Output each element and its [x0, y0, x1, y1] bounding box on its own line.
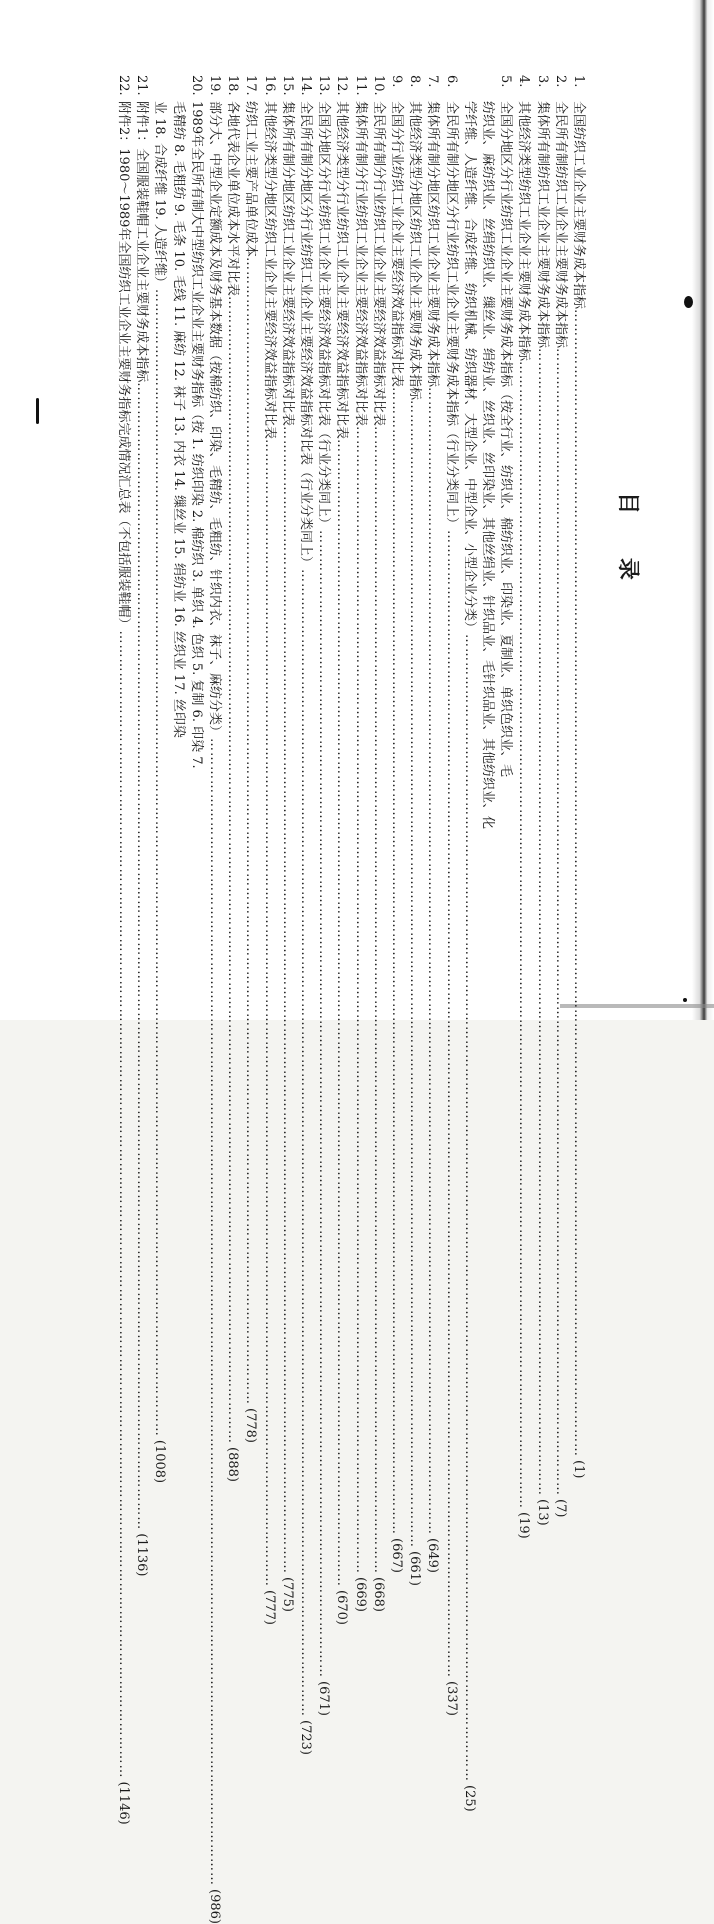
toc-entry-line: [314, 75, 332, 1716]
toc-entry-number: 6.: [443, 75, 459, 88]
toc-entry: [114, 75, 132, 1825]
toc-entry: [259, 75, 277, 1625]
toc-entry-number: 20.: [188, 75, 204, 96]
toc-leader-dots: [296, 569, 314, 1717]
toc-entry-continuation: [460, 75, 478, 1812]
ink-speck: [684, 296, 693, 308]
toc-leader-dots: [551, 348, 569, 1496]
toc-entry-continuation: [478, 75, 496, 940]
toc-leader-dots: [460, 634, 478, 1782]
toc-entry-number: 3.: [534, 75, 550, 88]
toc-entry-number: 2.: [552, 75, 568, 88]
toc-entry: [350, 75, 368, 1612]
toc-leader-dots: [423, 387, 441, 1535]
toc-entry-page: (777): [261, 1590, 277, 1625]
toc-entry-number: 7.: [425, 75, 441, 88]
toc-entry-page: (668): [370, 1577, 386, 1612]
toc-entry-line: [369, 75, 387, 1612]
toc-entry-number: 8.: [407, 75, 423, 88]
toc-entry-title: 部分大、中型企业定额成本及财务基本数据（按棉纺织、印染、毛精纺、毛粗纺、针织内衣、袜子、麻纺分类）: [206, 101, 222, 739]
toc-entry-title: 附件2：1980～1989年全国纺织工业企业主要财务指标完成情况汇总表（不包括服装鞋帽）: [115, 101, 131, 631]
toc-leader-dots: [405, 400, 423, 1548]
toc-entry-page: (661): [407, 1551, 423, 1586]
toc-leader-dots: [332, 439, 350, 1587]
toc-entry-line: [187, 75, 205, 940]
toc-leader-dots: [532, 348, 550, 1496]
toc-entry-page: (649): [425, 1538, 441, 1573]
toc-leader-dots: [441, 530, 459, 1678]
toc-entry-page: (25): [461, 1785, 477, 1812]
toc-entry-title: 全国分行业纺织工业企业主要经济效益指标对比表: [388, 101, 404, 388]
toc-entry-number: 19.: [206, 75, 222, 96]
toc-entry-page: (7): [552, 1499, 568, 1518]
toc-entry-title: 附件1：全国服装鞋帽工业企业主要财务成本指标: [134, 101, 150, 383]
toc-entry-page: (671): [316, 1681, 332, 1716]
toc-entry-continuation-text: 业 18. 合成纤维 19. 人造纤维）: [152, 101, 168, 289]
toc-entry-title: 全国分地区分行业纺织工业企业主要财务成本指标（按全行业、纺织业、棉纺织业、印染业、夏制业、单织色织业、毛: [498, 101, 514, 778]
toc-entry-line: [241, 75, 259, 1443]
toc-entry-title: 1989年全民所有制大中型纺织工业企业主要财务指标（按 1. 纺织印染 2. 棉纺织 3. 单织 4. 色织 5. 复制 6. 印染 7.: [188, 101, 204, 769]
ink-speck: [36, 398, 39, 424]
toc-entry-number: 10.: [370, 75, 386, 96]
toc-leader-dots: [369, 426, 387, 1574]
toc-entry-title: 其他经济类型纺织工业企业主要财务成本指标: [516, 101, 532, 362]
toc-entry-title: 集体所有制分行业纺织工业企业主要经济效益指标对比表: [352, 101, 368, 427]
toc-entry-line: [441, 75, 459, 1716]
toc-entry: [423, 75, 441, 1573]
toc-leader-dots: [114, 630, 132, 1778]
toc-entry-line: [423, 75, 441, 1573]
toc-entry-page: (669): [352, 1577, 368, 1612]
toc-entry-line: [296, 75, 314, 1755]
toc-entry-number: 14.: [297, 75, 313, 96]
toc-entry: [460, 75, 515, 1812]
toc-entry-continuation-text: 学纤维、人造纤维、合成纤维、纺织机械、纺织器材、大型企业、中型企业、小型企业分类）: [461, 101, 477, 635]
toc-entry-title: 其他经济类型分行业纺织工业企业主要经济效益指标对比表: [334, 101, 350, 440]
toc-entry-line: [569, 75, 587, 1479]
toc-leader-dots: [205, 738, 223, 1886]
toc-entry-page: (1136): [134, 1533, 150, 1577]
toc-entry-page: (775): [279, 1577, 295, 1612]
toc-entry-title: 全国纺织工业企业主要财务成本指标: [571, 101, 586, 310]
toc-entry-number: 21.: [134, 75, 150, 96]
toc-entry-number: 17.: [243, 75, 259, 96]
toc-leader-dots: [387, 387, 405, 1535]
toc-leader-dots: [350, 426, 368, 1574]
toc-entry-number: 4.: [516, 75, 532, 88]
toc-entry-page: (1): [571, 1460, 586, 1479]
toc-entry-title: 全民所有制分行业纺织工业企业主要经济效益指标对比表: [370, 101, 386, 427]
table-of-contents: [80, 75, 645, 1924]
toc-entry-continuation-text: 纺织业、麻纺织业、丝绢纺织业、缫丝业、绢纺业、丝织业、丝印染业、其他丝绢业、针织品业、毛针织品业、其他纺织业、化: [479, 101, 495, 830]
toc-leader-dots: [278, 426, 296, 1574]
toc-entry: [514, 75, 532, 1539]
toc-entry-line: [278, 75, 296, 1612]
toc-entry-title: 集体所有制分地区纺织工业企业主要经济效益指标对比表: [279, 101, 295, 427]
toc-entry-number: 1.: [571, 75, 586, 88]
toc-list: [114, 75, 587, 1924]
toc-entry: [205, 75, 223, 1924]
toc-leader-dots: [132, 382, 150, 1530]
toc-entry-page: (13): [534, 1499, 550, 1526]
toc-entry-continuation: [168, 75, 186, 940]
toc-entry-number: 16.: [261, 75, 277, 96]
toc-entry-number: 13.: [316, 75, 332, 96]
toc-leader-dots: [314, 530, 332, 1678]
toc-entry: [405, 75, 423, 1586]
toc-entry-title: 全民所有制纺织工业企业主要财务成本指标: [552, 101, 568, 349]
toc-entry-continuation: [150, 75, 168, 1484]
toc-entry-page: (1146): [115, 1781, 131, 1825]
toc-entry: [551, 75, 569, 1518]
toc-entry: [369, 75, 387, 1612]
toc-entry-page: (337): [443, 1681, 459, 1716]
toc-entry-page: (888): [225, 1447, 241, 1482]
toc-leader-dots: [150, 289, 168, 1437]
toc-entry-page: (19): [516, 1512, 532, 1539]
toc-entry-page: (670): [334, 1590, 350, 1625]
toc-entry-line: [387, 75, 405, 1573]
toc-entry-line: [332, 75, 350, 1625]
toc-entry: [387, 75, 405, 1573]
toc-entry-line: [514, 75, 532, 1539]
toc-entry: [132, 75, 150, 1577]
toc-entry-line: [223, 75, 241, 1482]
toc-entry-title: 集体所有制分地区纺织工业企业主要财务成本指标: [425, 101, 441, 388]
toc-entry-title: 纺织工业主要产品单位成本: [243, 101, 259, 258]
ink-speck: [683, 998, 687, 1002]
toc-entry: [332, 75, 350, 1625]
toc-entry-line: [259, 75, 277, 1625]
toc-entry-number: 5.: [498, 75, 514, 88]
toc-entry-title: 其他经济类型分地区纺织工业企业主要财务成本指标: [407, 101, 423, 401]
toc-entry-line: [350, 75, 368, 1612]
toc-entry-title: 全民所有制分地区分行业纺织工业企业主要财务成本指标（行业分类同上）: [443, 101, 459, 531]
toc-entry: [532, 75, 550, 1526]
toc-leader-dots: [241, 257, 259, 1405]
page-binding-edge: [692, 0, 714, 1020]
toc-entry-line: [405, 75, 423, 1586]
toc-entry: [150, 75, 205, 1484]
toc-entry-title: 各地代表企业单位成本水平对比表: [225, 101, 241, 297]
toc-entry-title: 全民所有制分地区分行业纺织工业企业主要经济效益指标对比表（行业分类同上）: [297, 101, 313, 570]
toc-entry: [314, 75, 332, 1716]
toc-entry-title: 其他经济类型分地区纺织工业企业主要经济效益指标对比表: [261, 101, 277, 440]
toc-entry-number: 15.: [279, 75, 295, 96]
toc-entry-page: (723): [297, 1720, 313, 1755]
toc-entry: [296, 75, 314, 1755]
toc-leader-dots: [259, 439, 277, 1587]
toc-leader-dots: [223, 296, 241, 1444]
toc-entry-line: [205, 75, 223, 1924]
toc-entry-number: 22.: [115, 75, 131, 96]
toc-entry-title: 集体所有制纺织工业企业主要财务成本指标: [534, 101, 550, 349]
toc-entry: [223, 75, 241, 1482]
toc-entry-page: (667): [388, 1538, 404, 1573]
toc-entry-line: [114, 75, 132, 1825]
toc-entry: [278, 75, 296, 1612]
toc-entry: [569, 75, 587, 1479]
toc-entry-line: [551, 75, 569, 1518]
toc-entry-line: [532, 75, 550, 1526]
toc-entry-line: [132, 75, 150, 1577]
toc-title: 目 录: [615, 492, 641, 598]
toc-entry-line: [496, 75, 514, 940]
toc-entry-title: 全国分地区分行业纺织工业企业主要经济效益指标对比表（行业分类同上）: [316, 101, 332, 531]
toc-leader-dots: [569, 309, 587, 1457]
toc-entry-page: (986): [206, 1889, 222, 1924]
toc-entry-number: 9.: [388, 75, 404, 88]
toc-entry-number: 11.: [352, 75, 368, 96]
toc-entry: [241, 75, 259, 1443]
toc-entry-number: 18.: [225, 75, 241, 96]
toc-leader-dots: [514, 361, 532, 1509]
toc-entry-continuation-text: 毛精纺 8. 毛粗纺 9. 毛条 10. 毛线 11. 麻纺 12. 袜子 13. 内衣 14. 缫丝业 15. 绢纺业 16. 丝织业 17. 丝印染: [170, 101, 186, 738]
toc-entry: [441, 75, 459, 1716]
toc-entry-page: (1008): [152, 1439, 168, 1484]
toc-entry-number: 12.: [334, 75, 350, 96]
toc-entry-page: (778): [243, 1408, 259, 1443]
